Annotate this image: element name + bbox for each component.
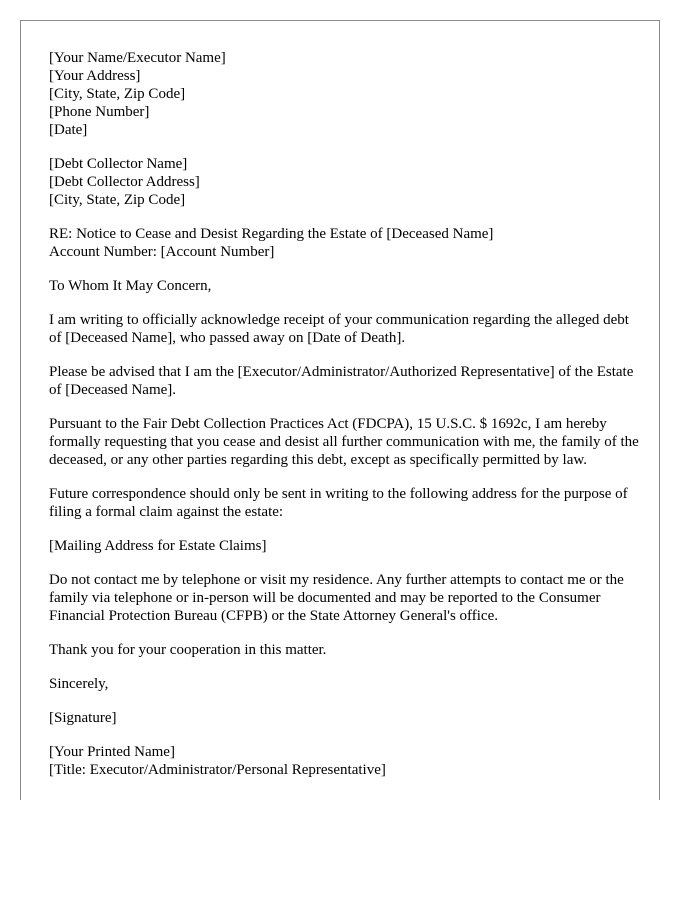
sender-name: [Your Name/Executor Name] <box>49 50 226 66</box>
recipient-city-state-zip: [City, State, Zip Code] <box>49 192 186 208</box>
valediction: Sincerely, <box>49 676 109 692</box>
signer-block <box>49 743 639 779</box>
signature-placeholder: [Signature] <box>49 710 117 726</box>
signer-title: [Title: Executor/Administrator/Personal Representative] <box>49 762 386 778</box>
recipient-name: [Debt Collector Name] <box>49 156 188 172</box>
subject-re-line: RE: Notice to Cease and Desist Regarding the Estate of [Deceased Name] <box>49 226 494 242</box>
sender-phone: [Phone Number] <box>49 104 150 120</box>
letter-page <box>20 20 660 800</box>
sender-city-state-zip: [City, State, Zip Code] <box>49 86 186 102</box>
salutation: To Whom It May Concern, <box>49 278 212 294</box>
body-paragraph-no-contact: Do not contact me by telephone or visit my residence. Any further attempts to contact me or the family via telephone or in-person will be documented and may be reported to the Consumer Financial Protection Bureau (CFPB) or the State Attorney General's office. <box>49 572 624 624</box>
subject-block <box>49 225 639 261</box>
printed-name: [Your Printed Name] <box>49 744 175 760</box>
body-paragraph-correspondence: Future correspondence should only be sent in writing to the following address for the purpose of filing a formal claim against the estate: <box>49 486 628 520</box>
letter-date: [Date] <box>49 122 88 138</box>
letter-content <box>49 49 639 795</box>
recipient-block <box>49 155 639 209</box>
body-paragraph-thanks: Thank you for your cooperation in this matter. <box>49 642 327 658</box>
sender-block <box>49 49 639 139</box>
sender-address: [Your Address] <box>49 68 141 84</box>
account-number-line: Account Number: [Account Number] <box>49 244 275 260</box>
body-paragraph-fdcpa-request: Pursuant to the Fair Debt Collection Practices Act (FDCPA), 15 U.S.C. $ 1692c, I am hereby formally requesting that you cease and desist all further communication with me, the family of the deceased, or any other parties regarding this debt, except as specifically permitted by law. <box>49 416 639 468</box>
mailing-address-placeholder: [Mailing Address for Estate Claims] <box>49 538 267 554</box>
body-paragraph-acknowledgement: I am writing to officially acknowledge receipt of your communication regarding the alleged debt of [Deceased Name], who passed away on [Date of Death]. <box>49 312 629 346</box>
body-paragraph-representative: Please be advised that I am the [Executor/Administrator/Authorized Representative] of the Estate of [Deceased Name]. <box>49 364 634 398</box>
recipient-address: [Debt Collector Address] <box>49 174 200 190</box>
